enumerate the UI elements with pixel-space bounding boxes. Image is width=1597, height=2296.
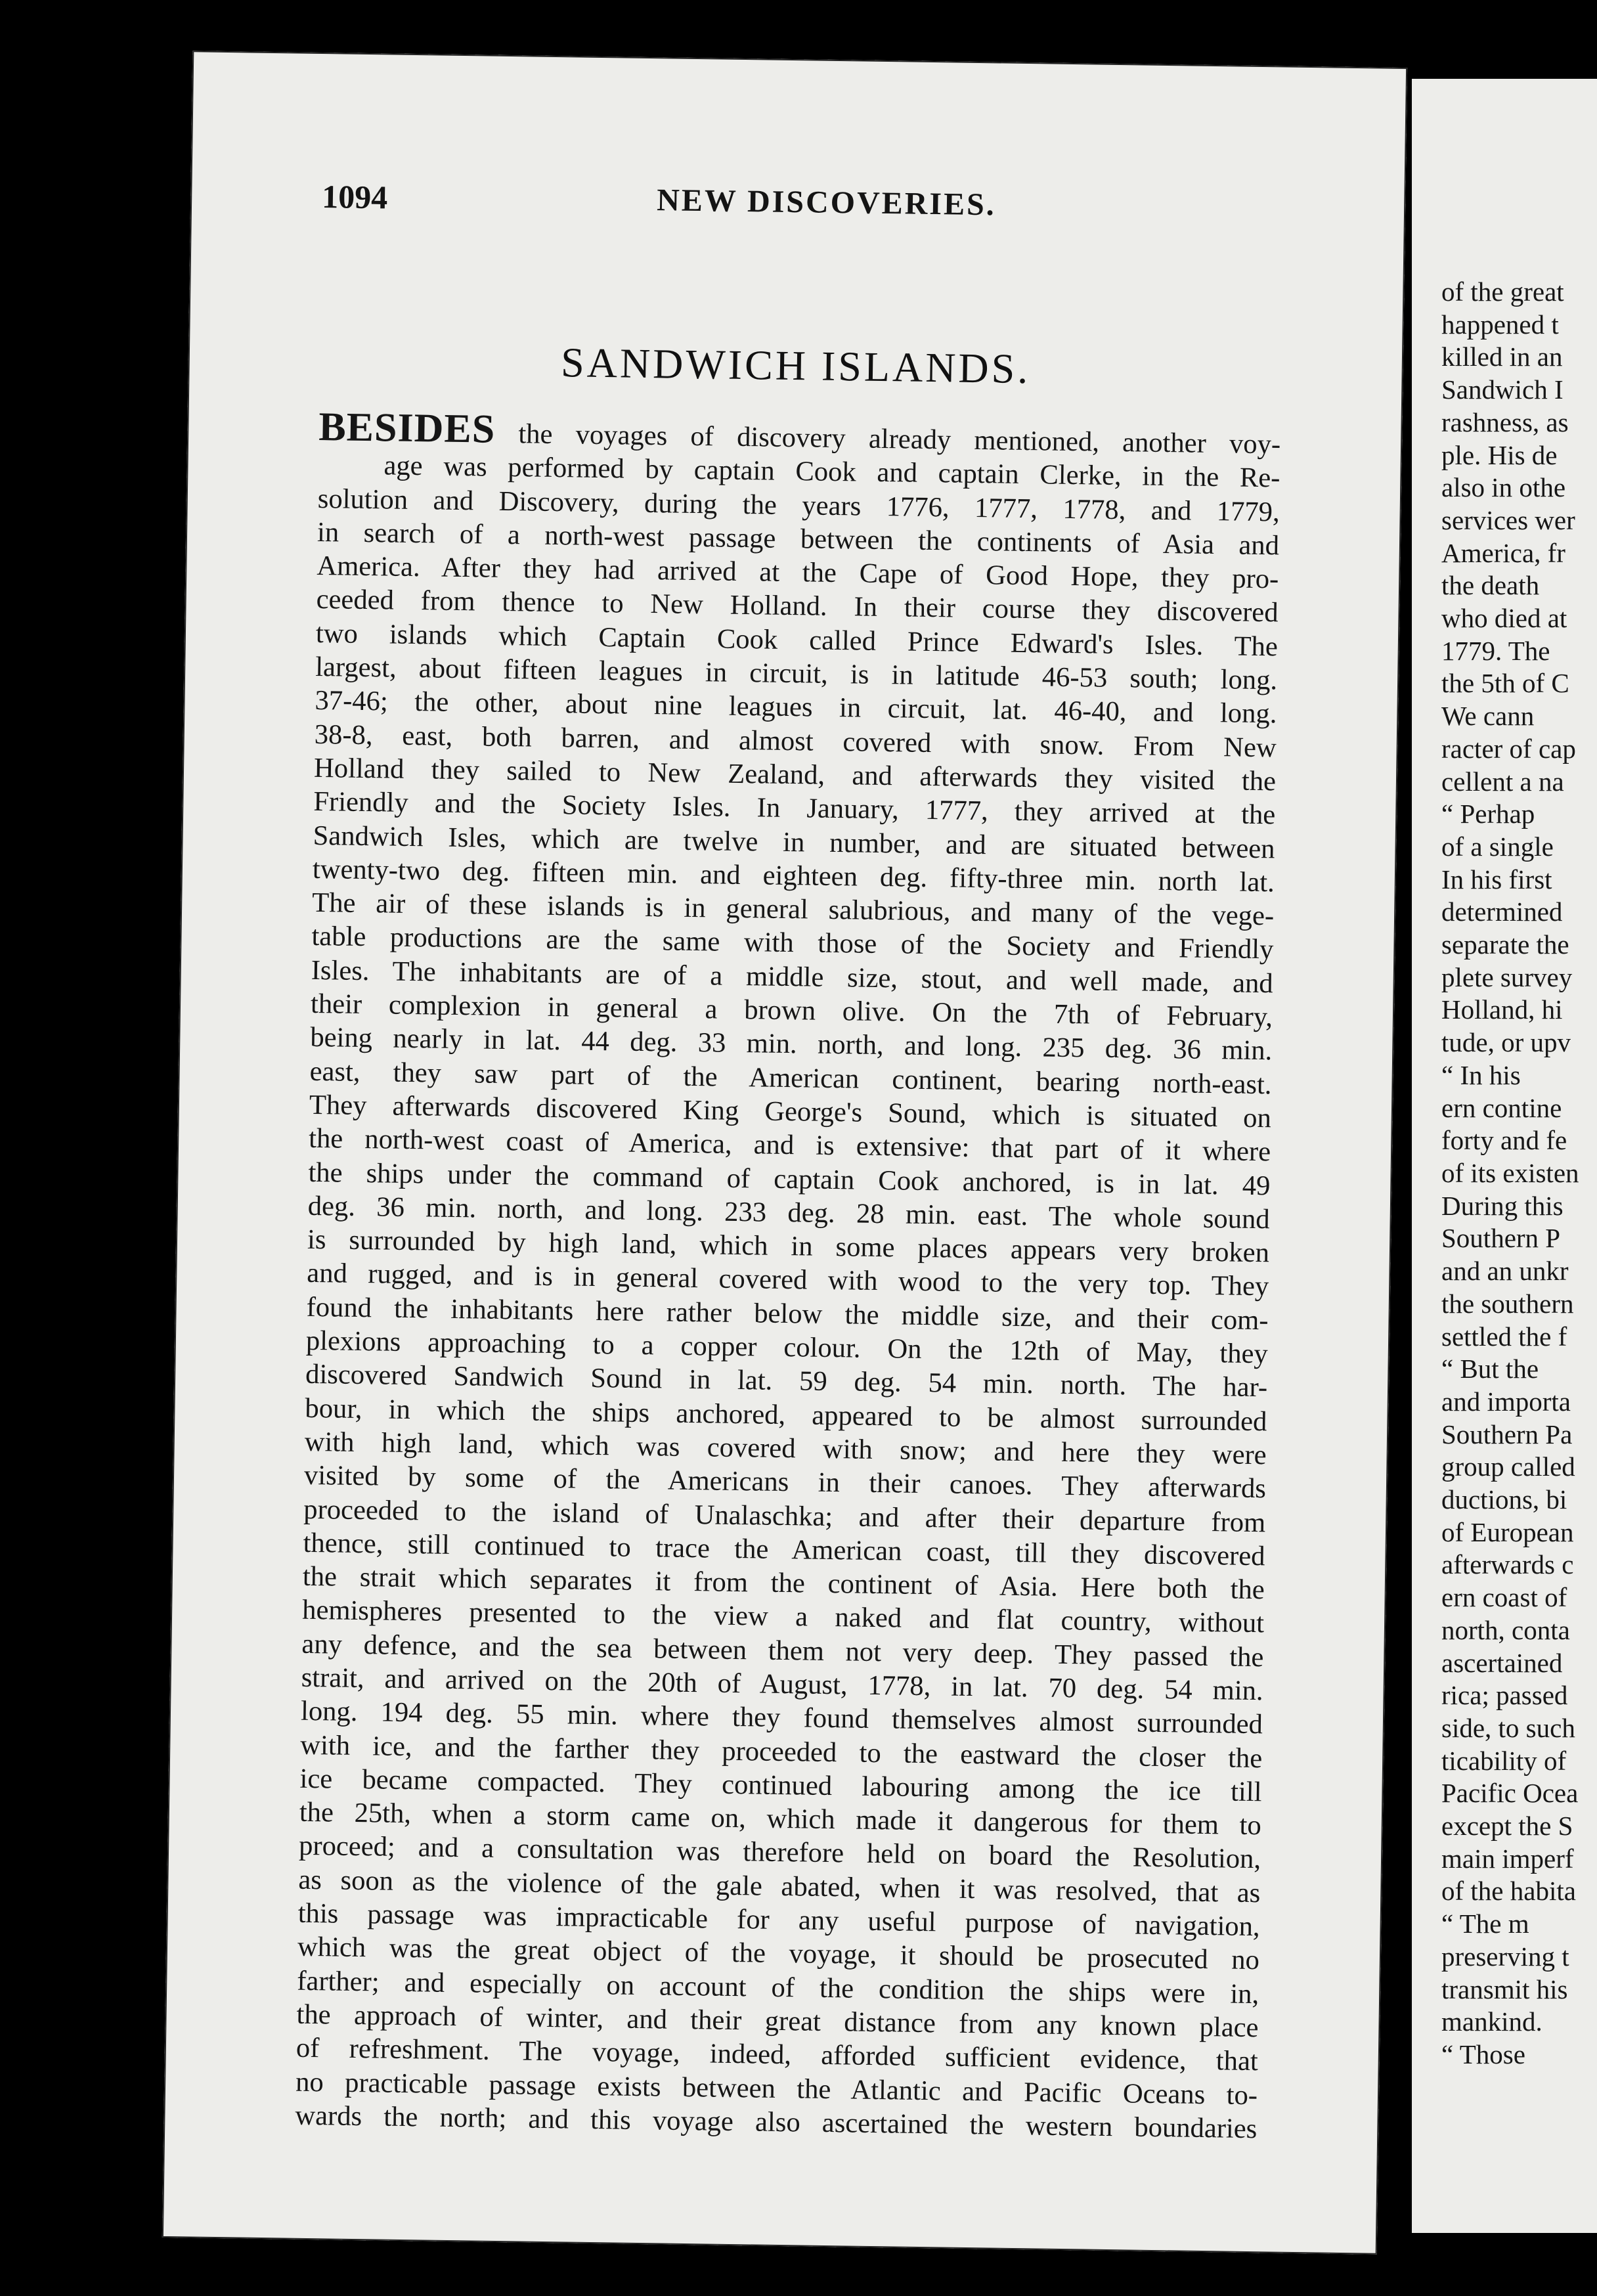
right-page-line: and importa [1441,1386,1571,1417]
right-page [1412,79,1597,2233]
section-title: SANDWICH ISLANDS. [560,339,1031,393]
body-line: 38-8, east, both barren, and almost covered with snow. From New [314,718,1277,764]
right-page-line: During this [1441,1190,1564,1221]
right-page-line: We cann [1441,701,1535,732]
right-page-line: rica; passed [1441,1680,1568,1711]
body-line: thence, still continued to trace the American coast, till they discovered [303,1527,1265,1572]
body-line: east, they saw part of the American continent, bearing north-east. [309,1055,1272,1100]
right-page-line: services wer [1441,504,1575,535]
right-page-line: of its existen [1441,1157,1579,1188]
body-line: which was the great object of the voyage, it should be prosecuted no [297,1932,1260,1976]
right-page-line: transmit his [1441,1974,1568,2004]
right-page-line: ascertained [1441,1647,1563,1678]
body-line: of refreshment. The voyage, indeed, afforded sufficient evidence, that [295,2032,1259,2077]
body-line: any defence, and the sea between them not very deep. They passed the [301,1628,1264,1673]
right-page-line: of the habita [1441,1876,1576,1907]
body-line: wards the north; and this voyage also ascertained the western boundaries [295,2100,1258,2145]
right-page-line: tude, or upv [1441,1027,1571,1058]
right-page-line: preserving t [1441,1941,1569,1972]
right-page-line: “ In his [1441,1059,1521,1090]
body-line: the north-west coast of America, and is extensive: that part of it where [308,1123,1271,1168]
right-page-line: of the great [1441,276,1564,307]
right-page-line: America, fr [1441,537,1565,568]
right-page-line: ern contine [1441,1092,1562,1123]
body-line: 37-46; the other, about nine leagues in circuit, lat. 46-40, and long. [315,685,1277,730]
body-line: age was performed by captain Cook and captain Clerke, in the Re- [383,450,1280,494]
body-text [295,404,1281,2146]
body-line: the 25th, when a storm came on, which made it dangerous for them to [299,1796,1262,1842]
right-page-line: ple. His de [1441,439,1558,470]
right-page-line: rashness, as [1441,407,1569,437]
body-line: their complexion in general a brown olive. On the 7th of February, [310,988,1273,1033]
body-line: bour, in which the ships anchored, appeared to be almost surrounded [305,1392,1267,1437]
right-page-line: forty and fe [1441,1125,1567,1156]
right-page-line: “ The m [1441,1909,1529,1939]
right-page-line: the southern [1441,1288,1574,1319]
right-page-line: side, to such [1441,1712,1575,1743]
right-page-line: main imperf [1441,1843,1574,1874]
body-line: Sandwich Isles, which are twelve in number, and are situated between [313,820,1275,864]
right-page-line: plete survey [1441,961,1573,992]
right-page-line: killed in an [1441,342,1563,372]
body-line: discovered Sandwich Sound in lat. 59 deg. 54 min. north. The har- [305,1359,1268,1403]
right-page-line: ern coast of [1441,1582,1567,1613]
body-line: found the inhabitants here rather below the middle size, and their com- [306,1291,1269,1336]
right-page-line: also in othe [1441,472,1566,503]
right-page-line: settled the f [1441,1321,1567,1352]
right-page-line: group called [1441,1451,1575,1482]
right-page-line: ticability of [1441,1745,1567,1776]
right-page-line: Pacific Ocea [1441,1778,1579,1809]
body-line: deg. 36 min. north, and long. 233 deg. 28 min. east. The whole sound [307,1190,1270,1235]
body-line: strait, and arrived on the 20th of August, 1778, in lat. 70 deg. 54 min. [301,1662,1263,1707]
right-page-line: who died at [1441,603,1567,634]
body-line: proceeded to the island of Unalaschka; and after their departure from [303,1493,1266,1538]
body-line: Friendly and the Society Isles. In January, 1777, they arrived at the [313,786,1276,831]
body-line: Isles. The inhabitants are of a middle size, stout, and well made, and [311,954,1273,1000]
body-line: with high land, which was covered with snow; and here they were [304,1426,1267,1471]
body-line: no practicable passage exists between the Atlantic and Pacific Oceans to- [295,2066,1258,2111]
right-page-line: “ Perhap [1441,799,1535,829]
right-page-line: of European [1441,1516,1574,1547]
right-page-line: ductions, bi [1441,1484,1567,1515]
body-line: two islands which Captain Cook called Prince Edward's Isles. The [315,617,1279,663]
body-line: Holland they sailed to New Zealand, and afterwards they visited the [313,752,1277,797]
right-page-line: mankind. [1441,2006,1542,2037]
dropcap: BESIDES [318,404,496,452]
body-line: visited by some of the Americans in their canoes. They afterwards [303,1460,1267,1505]
running-head: NEW DISCOVERIES. [656,183,997,223]
body-line: table productions are the same with those of the Society and Friendly [311,921,1274,965]
right-page-line: In his first [1441,864,1552,894]
right-page-line: of a single [1441,831,1554,862]
right-page-line: cellent a na [1441,766,1564,797]
right-page-line: afterwards c [1441,1549,1574,1580]
body-line: hemispheres presented to the view a naked and flat country, without [301,1595,1265,1639]
body-line: largest, about fifteen leagues in circuit, is in latitude 46-53 south; long. [315,651,1278,696]
left-page [162,51,1407,2255]
right-page-line: the 5th of C [1441,668,1569,699]
body-line: as soon as the violence of the gale abated, when it was resolved, that as [298,1864,1261,1909]
page-header [322,177,1340,244]
body-line: ice became compacted. They continued labouring among the ice till [299,1763,1262,1808]
right-page-line: 1779. The [1441,635,1550,666]
body-line-text: the voyages of discovery already mentioned, another voy- [494,418,1281,460]
right-page-line: Holland, hi [1441,994,1563,1025]
right-page-line: happened t [1441,309,1559,340]
body-line: solution and Discovery, during the years 1776, 1777, 1778, and 1779, [317,483,1280,528]
right-page-line: except the S [1441,1811,1573,1842]
right-page-line: “ Those [1441,2039,1525,2069]
body-line: The air of these islands is in general salubrious, and many of the vege- [311,887,1275,932]
right-page-line: determined [1441,896,1563,927]
body-line: long. 194 deg. 55 min. where they found themselves almost surrounded [300,1696,1263,1740]
body-line: being nearly in lat. 44 deg. 33 min. north, and long. 235 deg. 36 min. [310,1022,1273,1067]
body-line: proceed; and a consultation was therefore held on board the Resolution, [298,1830,1261,1875]
right-page-line: racter of cap [1441,733,1576,764]
body-line: and rugged, and is in general covered with wood to the very top. They [307,1258,1269,1302]
body-line: the approach of winter, and their great distance from any known place [296,1998,1259,2044]
body-line: this passage was impracticable for any useful purpose of navigation, [297,1897,1260,1943]
right-page-line: Sandwich I [1441,374,1564,405]
right-page-line: Southern P [1441,1223,1561,1254]
body-line: with ice, and the farther they proceeded to the eastward the closer the [300,1729,1263,1774]
right-page-line: north, conta [1441,1614,1570,1645]
body-line: twenty-two deg. fifteen min. and eighteen deg. fifty-three min. north lat. [312,853,1275,898]
body-line: the ships under the command of captain Cook anchored, is in lat. 49 [308,1157,1271,1201]
body-line: farther; and especially on account of the condition the ships were in, [296,1965,1259,2010]
body-line: the strait which separates it from the continent of Asia. Here both the [302,1560,1265,1606]
right-page-text [1441,276,1597,2071]
right-page-line: and an unkr [1441,1256,1569,1287]
body-line: is surrounded by high land, which in some places appears very broken [307,1224,1270,1269]
right-page-line: “ But the [1441,1354,1539,1384]
right-page-line: the death [1441,570,1540,601]
body-line: plexions approaching to a copper colour. On the 12th of May, they [305,1325,1269,1370]
page-number: 1094 [321,178,388,216]
body-line: They afterwards discovered King George's Sound, which is situated on [309,1089,1272,1134]
right-page-line: separate the [1441,929,1569,960]
body-line: ceeded from thence to New Holland. In their course they discovered [316,584,1279,629]
right-page-line: Southern Pa [1441,1419,1573,1449]
body-line: America. After they had arrived at the Cape of Good Hope, they pro- [317,550,1279,595]
body-line: in search of a north-west passage between the continents of Asia and [317,516,1280,562]
